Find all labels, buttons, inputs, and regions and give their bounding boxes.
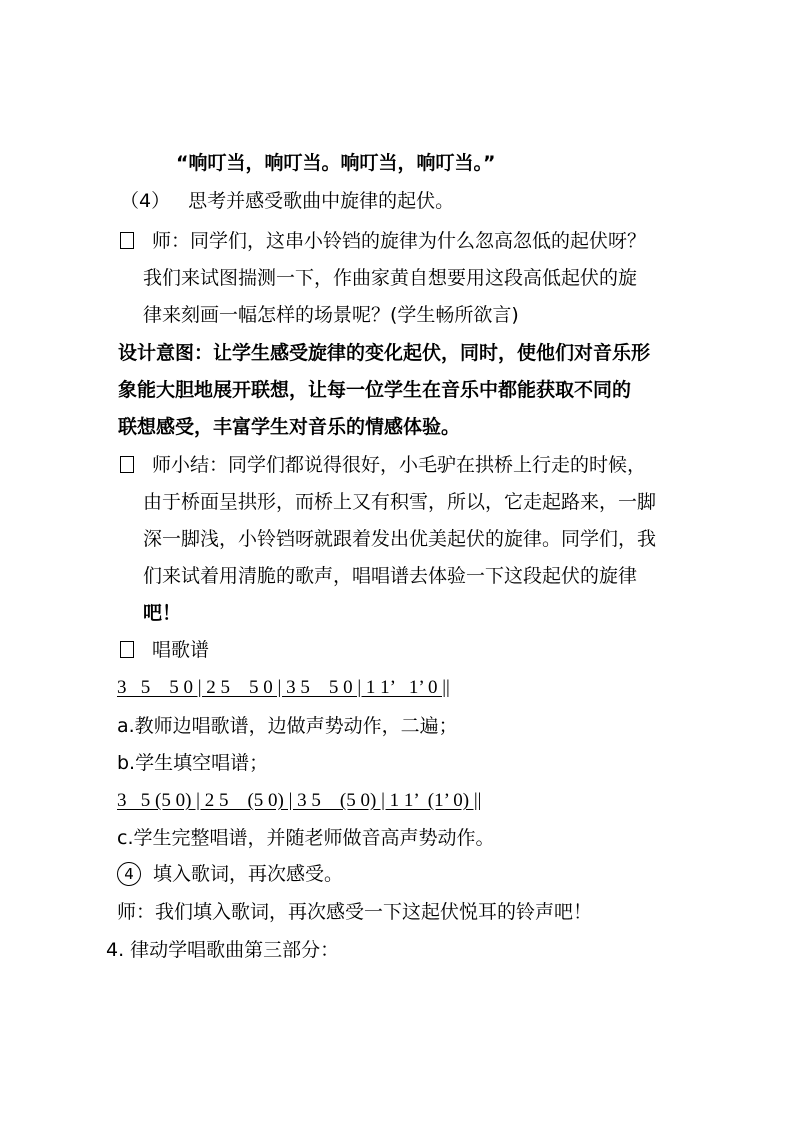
teacher-question-text-1: 师：同学们，这串小铃铛的旋律为什么忽高忽低的起伏呀？ — [152, 230, 647, 252]
teacher-question-line-3: 律来刻画一幅怎样的场景呢？(学生畅所欲言) — [143, 304, 519, 326]
teacher-summary-line-2: 由于桥面呈拱形，而桥上又有积雪，所以，它走起路来，一脚 — [143, 491, 657, 513]
step-text: 思考并感受歌曲中旋律的起伏。 — [188, 190, 455, 212]
step-heading-think — [120, 188, 454, 214]
teacher-summary-line-5: 吧！ — [143, 602, 182, 624]
teacher-summary-line-3: 深一脚浅，小铃铛呀就跟着发出优美起伏的旋律。同学们，我 — [143, 528, 657, 550]
numbered-score-2: 3 5 (5 0) | 2 5 (5 0) | 3 5 (5 0) | 1 1’ (1’ 0) || — [117, 790, 482, 811]
numbered-score-1: 3 5 5 0 | 2 5 5 0 | 3 5 5 0 | 1 1’ 1’ 0 || — [117, 677, 450, 698]
bullet-box-icon — [120, 456, 134, 473]
teacher-summary-line-4: 们来试着用清脆的歌声，唱唱谱去体验一下这段起伏的旋律 — [143, 565, 638, 587]
step-c: c.学生完整唱谱，并随老师做音高声势动作。 — [117, 827, 495, 849]
circled-number: 4 — [117, 862, 141, 886]
quote-line: “响叮当，响叮当。响叮当，响叮当。” — [176, 152, 496, 174]
teacher-lyrics-line: 师：我们填入歌词，再次感受一下这起伏悦耳的铃声吧！ — [117, 901, 593, 923]
step-heading-lyrics — [117, 861, 343, 887]
sing-score-heading — [120, 637, 209, 663]
bullet-box-icon — [120, 232, 134, 249]
bullet-box-icon — [120, 641, 134, 658]
teacher-question-line-1 — [120, 228, 646, 254]
section-heading-4: 4. 律动学唱歌曲第三部分： — [106, 939, 340, 961]
design-intent-line-2: 象能大胆地展开联想，让每一位学生在音乐中都能获取不同的 — [118, 379, 632, 401]
design-intent-line-1: 设计意图：让学生感受旋律的变化起伏，同时，使他们对音乐形 — [118, 342, 651, 364]
sing-score-label: 唱歌谱 — [152, 639, 210, 661]
teacher-question-line-2: 我们来试图揣测一下，作曲家黄自想要用这段高低起伏的旋 — [143, 267, 638, 289]
teacher-summary-line-1 — [120, 452, 646, 478]
teacher-summary-text-1: 师小结：同学们都说得很好，小毛驴在拱桥上行走的时候， — [152, 454, 647, 476]
step-marker: （4） — [120, 190, 171, 212]
step-b: b.学生填空唱谱； — [117, 752, 269, 774]
design-intent-line-3: 联想感受，丰富学生对音乐的情感体验。 — [118, 416, 461, 438]
step-a: a.教师边唱歌谱，边做声势动作，二遍； — [117, 715, 458, 737]
step-text: 填入歌词，再次感受。 — [153, 863, 344, 885]
